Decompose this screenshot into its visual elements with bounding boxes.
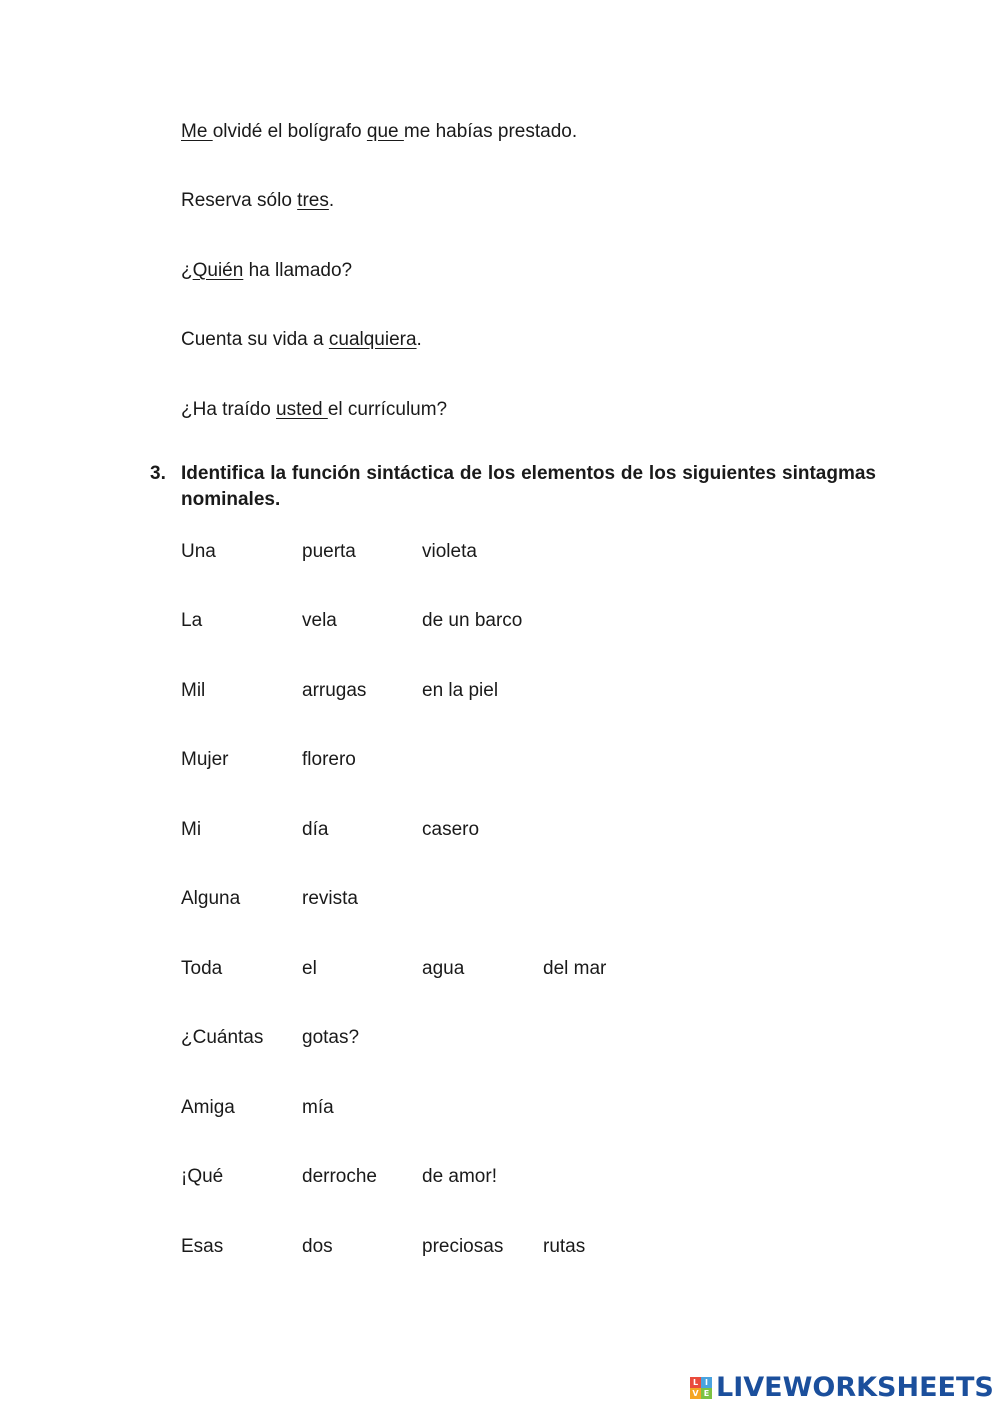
phrase-word: puerta <box>302 541 356 562</box>
phrase-word: rutas <box>543 1236 586 1257</box>
phrase-word: Una <box>181 541 216 562</box>
phrase-word: ¿Cuántas <box>181 1027 264 1048</box>
sentence-line <box>181 399 447 421</box>
sentence-text: . <box>416 329 422 350</box>
phrase-word: del mar <box>543 958 607 979</box>
phrase-word: Mil <box>181 680 206 701</box>
sentence-text: Reserva sólo <box>181 190 298 211</box>
phrase-word: revista <box>302 888 358 909</box>
phrase-word: de amor! <box>422 1166 497 1187</box>
phrase-word: en la piel <box>422 680 499 701</box>
sentence-text: me habías prestado. <box>403 121 578 142</box>
underlined-word: cualquiera <box>328 329 417 350</box>
sentence-line <box>181 260 352 282</box>
liveworksheets-logo <box>690 1372 994 1404</box>
phrase-word: florero <box>302 749 356 770</box>
phrase-word: casero <box>422 819 480 840</box>
question-instruction: Identifica la función sintáctica de los elementos de los siguientes sintagmas nominales. <box>181 463 876 510</box>
phrase-word: violeta <box>422 541 477 562</box>
phrase-word: vela <box>302 610 337 631</box>
underlined-word: usted <box>276 399 328 420</box>
underlined-word: Me <box>181 121 213 142</box>
phrase-word: Mujer <box>181 749 229 770</box>
phrase-word: Esas <box>181 1236 224 1257</box>
phrase-word: arrugas <box>302 680 367 701</box>
phrase-word: ¡Qué <box>181 1166 224 1187</box>
sentence-text: . <box>328 190 335 211</box>
underlined-word: que <box>366 121 404 142</box>
phrase-word: mía <box>302 1097 334 1118</box>
sentence-line <box>181 329 422 351</box>
phrase-word: de un barco <box>422 610 523 631</box>
underlined-word: Quién <box>192 260 244 281</box>
phrase-word: día <box>302 819 329 840</box>
phrase-word: La <box>181 610 203 631</box>
phrase-word: Toda <box>181 958 223 979</box>
live-badge-icon: L I V E <box>690 1377 712 1399</box>
sentence-text: ha llamado? <box>243 260 353 281</box>
phrase-word: Alguna <box>181 888 241 909</box>
phrase-word: derroche <box>302 1166 377 1187</box>
underlined-word: tres <box>297 190 329 211</box>
sentence-text: ¿ <box>181 260 193 281</box>
sentence-text: ¿Ha traído <box>181 399 277 420</box>
phrase-word: Mi <box>181 819 202 840</box>
sentence-text: olvidé el bolígrafo <box>212 121 367 142</box>
phrase-word: preciosas <box>422 1236 504 1257</box>
sentence-text: Cuenta su vida a <box>181 329 329 350</box>
question-number: 3. <box>150 463 166 484</box>
sentence-text: el currículum? <box>327 399 448 420</box>
phrase-word: el <box>302 958 317 979</box>
phrase-word: Amiga <box>181 1097 235 1118</box>
phrase-word: gotas? <box>302 1027 360 1048</box>
logo-text: LIVEWORKSHEETS <box>716 1372 994 1403</box>
sentence-line <box>181 190 334 212</box>
phrase-word: agua <box>422 958 465 979</box>
sentence-line <box>181 121 577 143</box>
phrase-word: dos <box>302 1236 333 1257</box>
